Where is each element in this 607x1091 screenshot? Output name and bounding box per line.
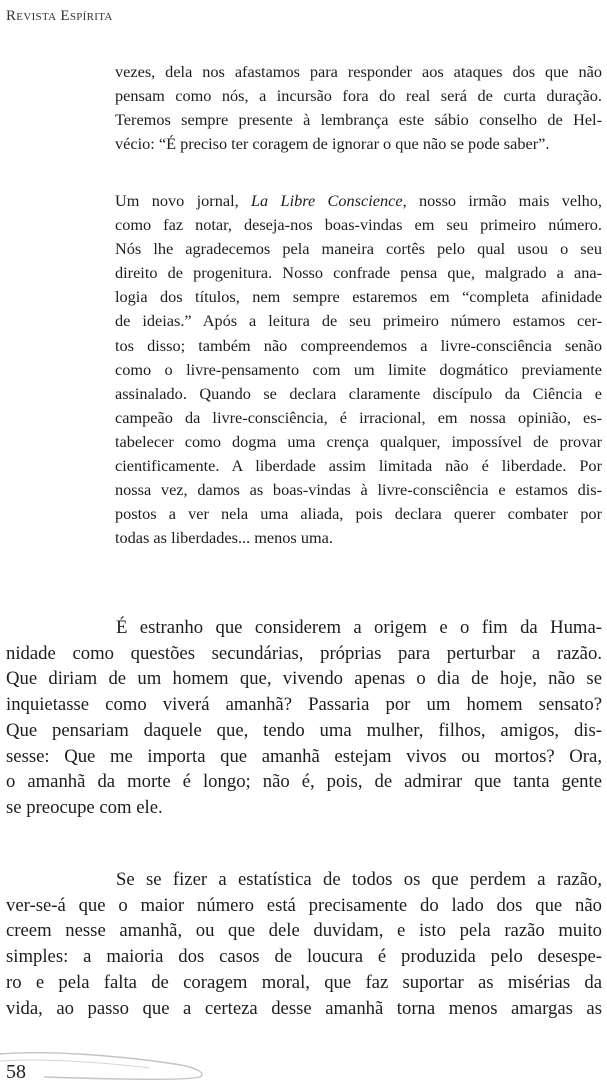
quote-paragraph-1 — [115, 60, 602, 156]
text-line: como faz notar, deseja-nos boas-vindas em seu primeiro número. — [115, 215, 602, 235]
text-line: logia dos títulos, nem sempre estaremos em “completa afinidade — [115, 287, 602, 307]
text-line — [115, 189, 602, 213]
text-line: Se se fizer a estatística de todos os que perdem a razão, — [116, 869, 602, 890]
text-line: assinalado. Quando se declara claramente discípulo da Ciência e — [115, 383, 602, 403]
text-run: , nosso irmão mais velho, — [402, 191, 602, 210]
text-line: tabelecer como dogma uma crença qualquer, impossível de provar — [115, 431, 602, 451]
text-line: o amanhã da morte é longo; não é, pois, de admirar que tanta gente — [6, 771, 602, 793]
text-line: sesse: Que me importa que amanhã estejam vivos ou mortos? Ora, — [6, 745, 602, 767]
quote-paragraph-2 — [115, 189, 602, 550]
text-line: direito de progenitura. Nosso confrade pensa que, malgrado a ana- — [115, 263, 602, 283]
text-line: vécio: “É preciso ter coragem de ignorar o que não se pode saber”. — [115, 134, 550, 154]
text-line: tos disso; também não compreendemos a livre-consciência senão — [115, 335, 602, 355]
text-line: vida, ao passo que a certeza desse amanhã torna menos amargas as — [6, 997, 602, 1019]
text-line: como o livre-pensamento com um limite dogmático previamente — [115, 359, 602, 379]
text-line: cientificamente. A liberdade assim limitada não é liberdade. Por — [115, 456, 602, 476]
journal-title: La Libre Conscience — [251, 191, 403, 210]
text-line: todas as liberdades... menos uma. — [115, 528, 333, 548]
text-line: ro e pela falta de coragem moral, que faz suportar as misérias da — [6, 971, 602, 993]
text-line: postos a ver nela uma aliada, pois declara querer combater por — [115, 504, 602, 524]
text-line: simples: a maioria dos casos de loucura é produzida pelo desespe- — [6, 946, 602, 968]
page-number: 58 — [6, 1061, 26, 1083]
text-line: campeão da livre-consciência, é irracional, em nossa opinião, es- — [115, 407, 602, 427]
text-line: creem nesse amanhã, ou que dele duvidam, e isto pela razão muito — [6, 920, 602, 942]
body-paragraph-1 — [6, 615, 602, 821]
text-line: se preocupe com ele. — [6, 796, 163, 818]
text-line: vezes, dela nos afastamos para responder aos ataques dos que não — [115, 62, 602, 81]
body-paragraph-2 — [6, 867, 602, 1021]
text-line: nossa vez, damos as boas-vindas à livre-consciência e estamos dis- — [115, 480, 602, 500]
text-line: ver-se-á que o maior número está precisamente do lado dos que não — [6, 894, 602, 916]
text-line: Teremos sempre presente à lembrança este sábio conselho de Hel- — [115, 110, 602, 130]
text-line: Que pensariam daquele que, tendo uma mulher, filhos, amigos, dis- — [6, 719, 602, 741]
text-line: É estranho que considerem a origem e o fim da Huma- — [116, 617, 602, 638]
text-line: Nós lhe agradecemos pela maneira cortês pelo qual usou o seu — [115, 239, 602, 259]
text-line: nidade como questões secundárias, próprias para perturbar a razão. — [6, 642, 602, 664]
text-run: Um novo jornal, — [115, 191, 251, 210]
text-line: de ideias.” Após a leitura de seu primeiro número estamos cer- — [115, 311, 602, 331]
running-header: Revista Espírita — [6, 8, 113, 24]
footer-swoosh-ornament — [0, 1048, 210, 1084]
text-line: inquietasse como viverá amanhã? Passaria por um homem sensato? — [6, 694, 602, 716]
text-line: Que diriam de um homem que, vivendo apenas o dia de hoje, não se — [6, 668, 602, 690]
text-line: pensam como nós, a incursão fora do real será de curta duração. — [115, 86, 602, 106]
